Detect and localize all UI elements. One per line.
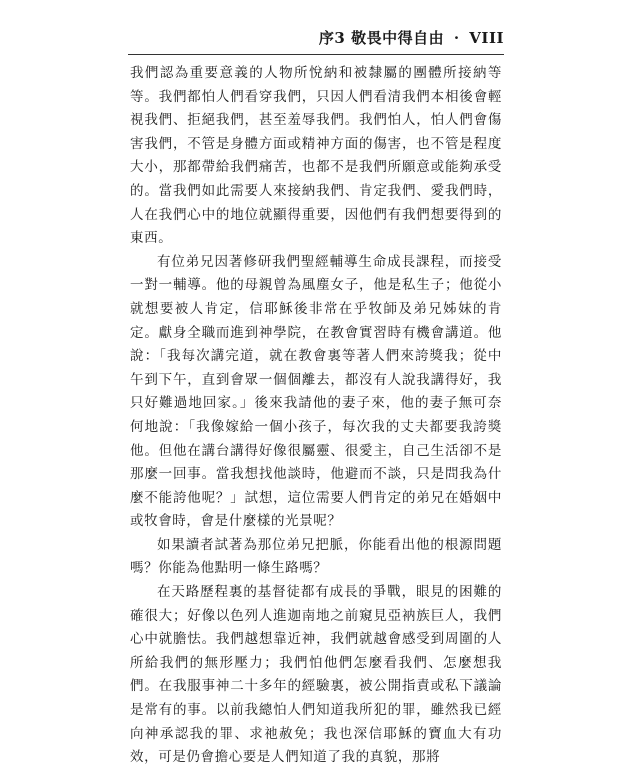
paragraph-2: 有位弟兄因著修研我們聖經輔導生命成長課程，而接受一對一輔導。他的母親曾為風塵女子，他是私生子；他從小就想要被人肯定，信耶穌後非常在乎牧師及弟兄姊妹的肯定。獻身全職而進到神學院，在教會實習時有機會講道。他說：「我每次講完道，就在教會裏等著人們來誇獎我；從中午到下午，直到會眾一個個離去，都沒有人說我講得好，我只好難過地回家。」後來我請他的妻子來，他的妻子無可奈何地說：「我像嫁給一個小孩子，每次我的丈夫都要我誇獎他。但他在講台講得好像很屬靈、很愛主，自己生活卻不是那麼一回事。當我想找他談時，他避而不談，只是問我為什麼不能誇他呢？」試想，這位需要人們肯定的弟兄在婚姻中或牧會時，會是什麼樣的光景呢？ [130,253,502,530]
running-header [128,26,504,50]
paragraph-1: 我們認為重要意義的人物所悅納和被隸屬的團體所接納等等。我們都怕人們看穿我們，只因人們看清我們本相後會輕視我們、拒絕我們，甚至羞辱我們。我們怕人，怕人們會傷害我們，不管是身體方面或精神方面的傷害，也不管是程度大小，那都帶給我們痛苦，也都不是我們所願意或能夠承受的。當我們如此需要人來接納我們、肯定我們、愛我們時，人在我們心中的地位就顯得重要，因他們有我們想要得到的東西。 [130,65,502,247]
paragraph-4: 在天路歷程裏的基督徒都有成長的爭戰，眼見的困難的確很大；好像以色列人進迦南地之前窺見亞衲族巨人，我們心中就膽怯。我們越想靠近神，我們就越會感受到周圍的人所給我們的無形壓力；我們怕他們怎麼看我們、怎麼想我們。在我服事神二十多年的經驗裏，被公開指責或私下議論是常有的事。以前我總怕人們知道我所犯的罪，雖然我已經向神承認我的罪、求祂赦免；我也深信耶穌的寶血大有功效，可是仍會擔心要是人們知道了我的真貌，那將 [130,584,502,766]
header-separator: · [453,29,460,47]
paragraph-3: 如果讀者試著為那位弟兄把脈，你能看出他的根源問題嗎？你能為他點明一條生路嗎？ [130,536,502,577]
header-rule [128,54,504,55]
chapter-label: 序3 [318,29,346,47]
body-text [130,62,502,770]
page-number: VIII [469,29,504,47]
chapter-title: 敬畏中得自由 [351,29,445,47]
